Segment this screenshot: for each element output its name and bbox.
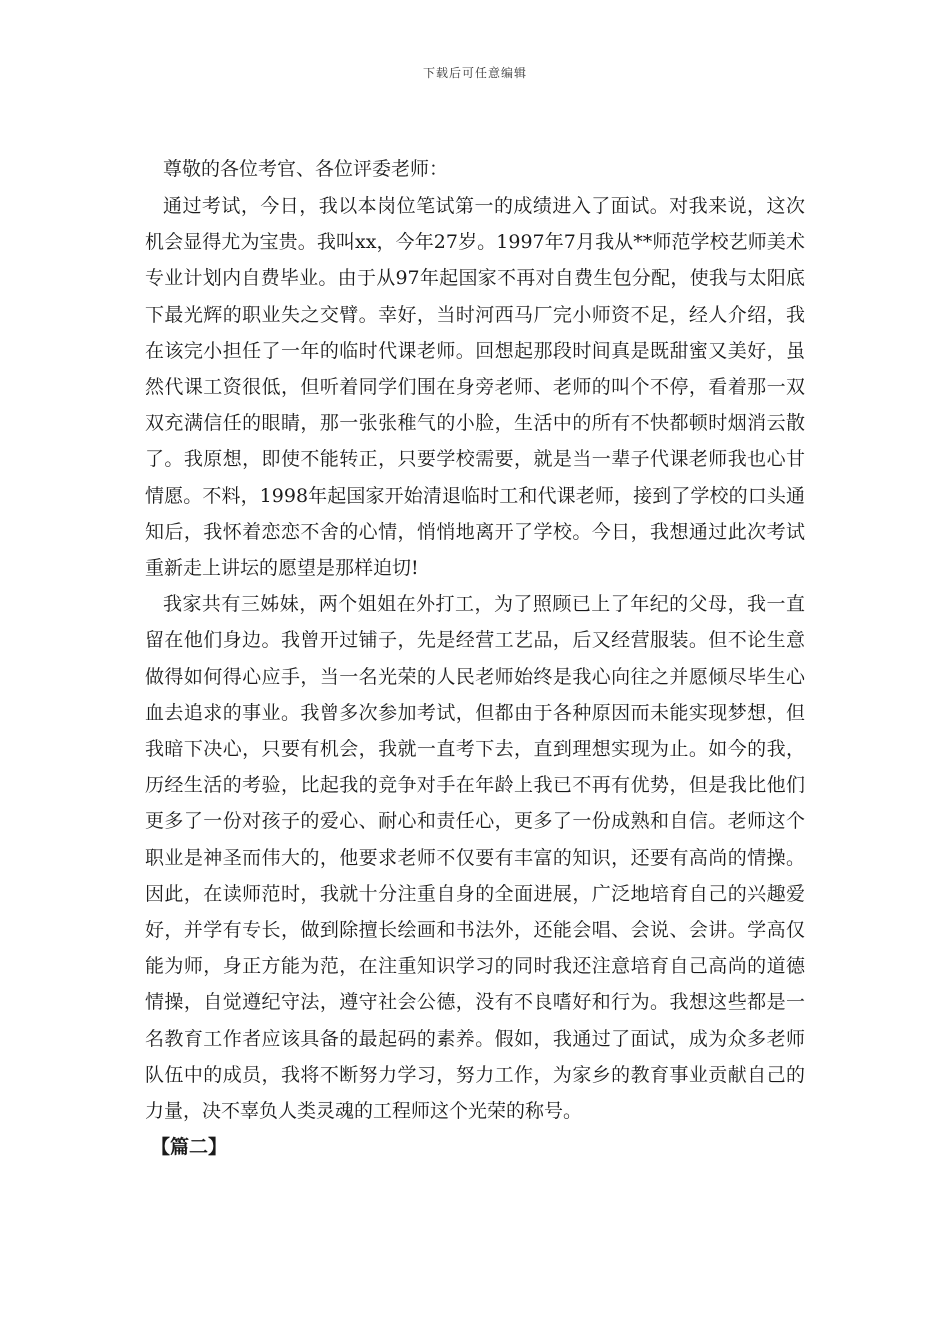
page-header: 下载后可任意编辑 xyxy=(422,66,527,80)
salutation: 尊敬的各位考官、各位评委老师： xyxy=(163,158,449,180)
paragraph-2: 我家共有三姊妹，两个姐姐在外打工，为了照顾已上了年纪的父母，我一直留在他们身边。我曾开过铺子，先是经营工艺品，后又经营服装。但不论生意做得如何得心应手，当一名光荣的人民老师始终是我心向往之并愿倾尽毕生心血去追求的事业。我曾多次参加考试，但都由于各种原因而未能实现梦想，但我暗下决心，只要有机会，我就一直考下去，直到理想实现为止。如今的我，历经生活的考验，比起我的竞争对手在年龄上我已不再有优势，但是我比他们更多了一份对孩子的爱心、耐心和责任心，更多了一份成熟和自信。老师这个职业是神圣而伟大的，他要求老师不仅要有丰富的知识，还要有高尚的情操。因此，在读师范时，我就十分注重自身的全面进展，广泛地培育自己的兴趣爱好，并学有专长，做到除擅长绘画和书法外，还能会唱、会说、会讲。学高仅能为师，身正方能为范，在注重知识学习的同时我还注意培育自己高尚的道德情操，自觉遵纪守法，遵守社会公德，没有不良嗜好和行为。我想这些都是一名教育工作者应该具备的最起码的素养。假如，我通过了面试，成为众多老师队伍中的成员，我将不断努力学习，努力工作，为家乡的教育事业贡献自己的力量，决不辜负人类灵魂的工程师这个光荣的称号。 xyxy=(145,593,805,1123)
section-title: 【篇二】 xyxy=(151,1136,228,1159)
document-body xyxy=(145,150,805,1165)
paragraph-1: 通过考试，今日，我以本岗位笔试第一的成绩进入了面试。对我来说，这次机会显得尤为宝贵。我叫xx，今年27岁。1997年7月我从**师范学校艺师美术专业计划内自费毕业。由于从97年起国家不再对自费生包分配，使我与太阳底下最光辉的职业失之交臂。幸好，当时河西马厂完小师资不足，经人介绍，我在该完小担任了一年的临时代课老师。回想起那段时间真是既甜蜜又美好，虽然代课工资很低，但听着同学们围在身旁老师、老师的叫个不停，看着那一双双充满信任的眼睛，那一张张稚气的小脸，生活中的所有不快都顿时烟消云散了。我原想，即使不能转正，只要学校需要，就是当一辈子代课老师我也心甘情愿。不料，1998年起国家开始清退临时工和代课老师，接到了学校的口头通知后，我怀着恋恋不舍的心情，悄悄地离开了学校。今日，我想通过此次考试重新走上讲坛的愿望是那样迫切! xyxy=(145,195,805,580)
